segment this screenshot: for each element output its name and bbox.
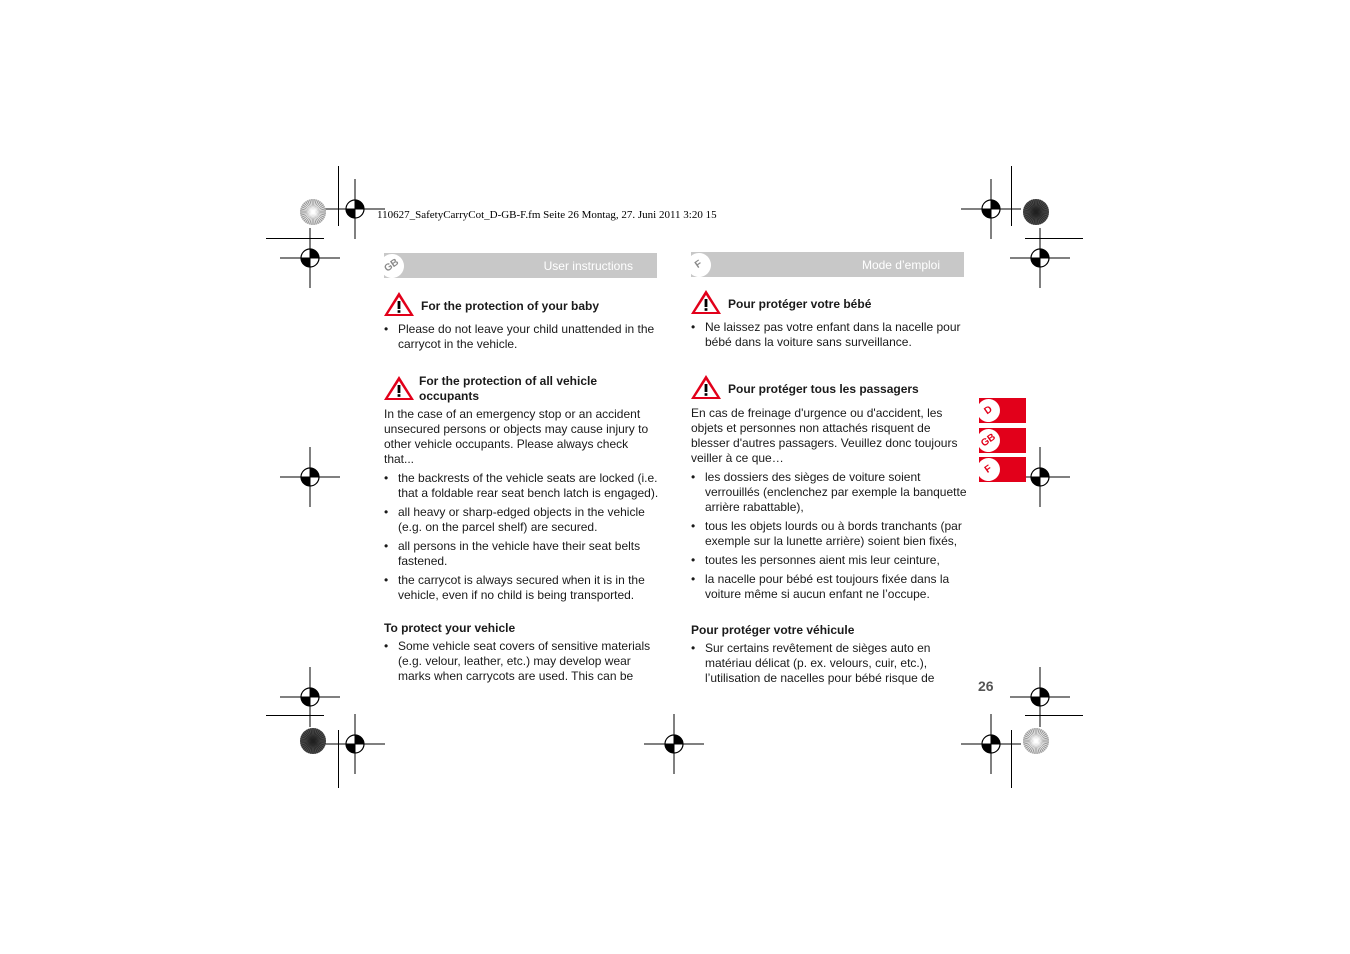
- f-sec1-heading: Pour protéger votre bébé: [728, 297, 872, 311]
- registration-target-icon: [325, 714, 385, 774]
- registration-target-icon: [961, 714, 1021, 774]
- lang-tab-d[interactable]: [979, 398, 1026, 423]
- gb-banner-title: User instructions: [543, 259, 633, 273]
- f-lang-badge: F: [682, 248, 715, 281]
- gb-sec1-heading: For the protection of your baby: [421, 299, 600, 313]
- gb-sec2-heading: For the protection of all vehicle occupants: [419, 374, 598, 403]
- page-number: 26: [978, 678, 994, 694]
- list-item: • toutes les personnes aient mis leur ceinture,: [691, 553, 967, 568]
- list-item: • Please do not leave your child unattended in the carrycot in the vehicle.: [384, 322, 658, 352]
- warning-icon: [383, 375, 415, 401]
- gb-sec3-list: [384, 639, 658, 688]
- gb-sec2-list: [384, 471, 660, 607]
- list-item: • Some vehicle seat covers of sensitive materials (e.g. velour, leather, etc.) may develop wear marks when carrycots are used. This can be: [384, 639, 658, 684]
- f-banner-title: Mode d’emploi: [861, 258, 940, 272]
- list-item: • Ne laissez pas votre enfant dans la nacelle pour bébé dans la voiture sans surveillance.: [691, 320, 965, 350]
- warning-icon: [383, 291, 415, 317]
- lang-tab-gb[interactable]: [979, 428, 1026, 453]
- warning-icon: [690, 374, 722, 400]
- gb-sec3-heading: To protect your vehicle: [384, 621, 516, 635]
- list-item: • all heavy or sharp-edged objects in the vehicle (e.g. on the parcel shelf) are secured.: [384, 505, 660, 535]
- gb-banner: [384, 253, 657, 278]
- list-item: • la nacelle pour bébé est toujours fixée dans la voiture même si aucun enfant ne l’occupe.: [691, 572, 967, 602]
- list-item: • tous les objets lourds ou à bords tranchants (par exemple sur la lunette arrière) soient bien fixés,: [691, 519, 967, 549]
- f-sec3-heading: Pour protéger votre véhicule: [691, 623, 855, 637]
- lang-tab-label: F: [972, 453, 1004, 485]
- gb-sec2-paragraph: In the case of an emergency stop or an accident unsecured persons or objects may cause injury to other vehicle occupants. Please always check that...: [384, 407, 649, 466]
- list-item: • les dossiers des sièges de voiture soient verrouillés (enclenchez par exemple la banquette arrière rabattable),: [691, 470, 967, 515]
- color-bar-icon: [299, 727, 327, 755]
- list-item: • the carrycot is always secured when it is in the vehicle, even if no child is being transported.: [384, 573, 660, 603]
- registration-target-icon: [280, 447, 340, 507]
- f-sec2-list: [691, 470, 967, 606]
- f-banner: [691, 252, 964, 277]
- f-sec1-list: [691, 320, 965, 354]
- f-sec3-list: [691, 641, 965, 690]
- gb-lang-badge: GB: [375, 249, 408, 282]
- color-bar-icon: [1022, 727, 1050, 755]
- lang-tab-label: D: [972, 394, 1004, 426]
- list-item: • the backrests of the vehicle seats are locked (i.e. that a foldable rear seat bench latch is engaged).: [384, 471, 660, 501]
- lang-tab-f[interactable]: [979, 457, 1026, 482]
- warning-icon: [690, 289, 722, 315]
- gb-sec1-list: [384, 322, 658, 356]
- f-sec2-heading: Pour protéger tous les passagers: [728, 382, 919, 396]
- f-sec2-paragraph: En cas de freinage d'urgence ou d'accident, les objets et personnes non attachés risquent de blesser d'autres passagers. Veuillez donc toujours veiller à ce que…: [691, 406, 958, 465]
- list-item: • Sur certains revêtement de sièges auto en matériau délicat (p. ex. velours, cuir, etc.), l’utilisation de nacelles pour bébé risque de: [691, 641, 965, 686]
- lang-tab-label: GB: [972, 424, 1004, 456]
- color-bar-icon: [1022, 198, 1050, 226]
- color-bar-icon: [299, 198, 327, 226]
- registration-target-icon: [280, 228, 340, 288]
- registration-target-icon: [644, 714, 704, 774]
- list-item: • all persons in the vehicle have their seat belts fastened.: [384, 539, 660, 569]
- file-header: 110627_SafetyCarryCot_D-GB-F.fm Seite 26 Montag, 27. Juni 2011 3:20 15: [377, 209, 717, 221]
- registration-target-icon: [1010, 228, 1070, 288]
